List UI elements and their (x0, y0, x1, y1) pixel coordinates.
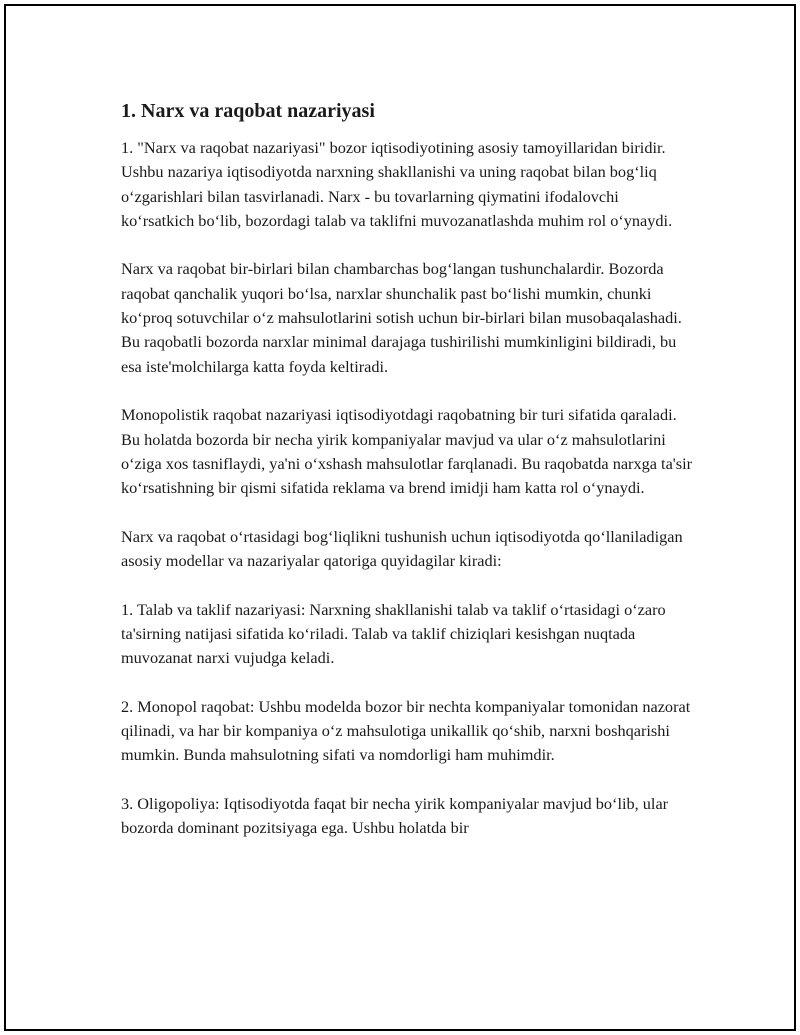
paragraph-models-intro: Narx va raqobat o‘rtasidagi bog‘liqlikni tushunish uchun iqtisodiyotda qo‘llaniladigan asosiy modellar va nazariyalar qatoriga quyidagilar kiradi: (121, 526, 683, 571)
paragraph-intro: 1. "Narx va raqobat nazariyasi" bozor iqtisodiyotining asosiy tamoyillaridan biridir. Ushbu nazariya iqtisodiyotda narxning shakllanishi va uning raqobat bilan bog‘liq o‘zgarishlari bilan tasvirlanadi. Narx - bu tovarlarning qiymatini ifodalovchi ko‘rsatkich bo‘lib, bozordagi talab va taklifni muvozanatlashda muhim rol o‘ynaydi. (121, 138, 673, 230)
list-item-supply-demand: 1. Talab va taklif nazariyasi: Narxning shakllanishi talab va taklif o‘rtasidagi o‘zaro ta'sirning natijasi sifatida ko‘riladi. Talab va taklif chiziqlari kesishgan nuqtada muvozanat narxi vujudga keladi. (121, 599, 666, 668)
list-item-monopoly: 2. Monopol raqobat: Ushbu modelda bozor bir nechta kompaniyalar tomonidan nazorat qilinadi, va har bir kompaniya o‘z mahsulotiga unikallik qo‘shib, narxni boshqarishi mumkin. Bunda mahsulotning sifati va nomdorligi ham muhimdir. (121, 696, 691, 765)
document-body (121, 98, 696, 865)
page-frame (4, 4, 796, 1031)
list-item-oligopoly: 3. Oligopoliya: Iqtisodiyotda faqat bir necha yirik kompaniyalar mavjud bo‘lib, ular bozorda dominant pozitsiyaga ega. Ushbu holatda bir (121, 794, 669, 838)
paragraph-price-competition: Narx va raqobat bir-birlari bilan chambarchas bog‘langan tushunchalardir. Bozorda raqobat qanchalik yuqori bo‘lsa, narxlar shunchalik past bo‘lishi mumkin, chunki ko‘proq sotuvchilar o‘z mahsulotlarini sotish uchun bir-birlari bilan musobaqalashadi. Bu raqobatli bozorda narxlar minimal darajaga tushirilishi mumkinligini bildiradi, bu esa iste'molchilarga katta foyda keltiradi. (121, 259, 682, 376)
paragraph-monopolistic: Monopolistik raqobat nazariyasi iqtisodiyotdagi raqobatning bir turi sifatida qaraladi. Bu holatda bozorda bir necha yirik kompaniyalar mavjud va ular o‘z mahsulotlarini o‘ziga xos tasniflaydi, ya'ni o‘xshash mahsulotlar farqlanadi. Bu raqobatda narxga ta'sir ko‘rsatishning bir qismi sifatida reklama va brend imidji ham katta rol o‘ynaydi. (121, 405, 693, 498)
document-title: 1. Narx va raqobat nazariyasi (121, 100, 375, 122)
